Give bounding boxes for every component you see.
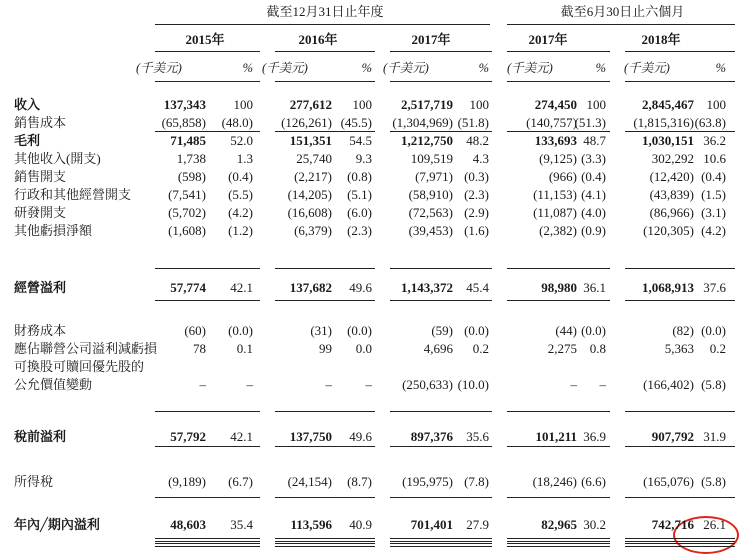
table-cell: – [570, 377, 577, 392]
total-double-rule [275, 538, 375, 542]
total-double-rule [155, 543, 260, 547]
table-cell: – [199, 377, 206, 392]
table-cell: (11,087) [533, 205, 577, 220]
table-cell: (0.8) [347, 169, 372, 184]
table-cell: 52.0 [230, 133, 253, 148]
table-cell: (0.0) [581, 323, 606, 338]
row-label: 毛利 [14, 133, 41, 148]
table-cell: (1,815,316) [633, 115, 694, 130]
table-cell: (3.3) [581, 151, 606, 166]
table-cell: (12,420) [649, 169, 694, 184]
table-cell: 133,693 [534, 133, 577, 148]
period-header-rule [275, 51, 375, 52]
subtotal-rule [275, 411, 375, 412]
table-cell: (120,305) [643, 223, 694, 238]
table-cell: 37.6 [703, 280, 726, 295]
table-cell: – [246, 377, 253, 392]
period-header-rule [390, 51, 492, 52]
table-cell: 137,750 [289, 429, 332, 444]
table-cell: 0.8 [589, 341, 606, 356]
subtotal-rule [155, 446, 260, 447]
table-cell: (6.7) [228, 474, 253, 489]
subtotal-rule [390, 300, 492, 301]
table-cell: 49.6 [349, 429, 372, 444]
table-cell: 99 [319, 341, 332, 356]
subtotal-rule [275, 497, 375, 498]
table-cell: 2,845,467 [642, 97, 694, 112]
table-cell: (48.0) [221, 115, 253, 130]
total-double-rule [390, 543, 492, 547]
unit-amount: (千美元) [624, 61, 670, 75]
table-cell: (6.6) [581, 474, 606, 489]
table-cell: 42.1 [230, 280, 253, 295]
table-cell: 5,363 [664, 341, 694, 356]
table-cell: (5.1) [347, 187, 372, 202]
table-cell: 100 [469, 97, 489, 112]
table-cell: (14,205) [287, 187, 332, 202]
table-cell: – [599, 377, 606, 392]
table-cell: (43,839) [649, 187, 694, 202]
table-cell: 35.4 [230, 517, 253, 532]
table-cell: (598) [177, 169, 206, 184]
table-cell: 907,792 [651, 429, 694, 444]
table-cell: 36.2 [703, 133, 726, 148]
unit-amount: (千美元) [383, 61, 429, 75]
table-cell: 701,401 [410, 517, 453, 532]
table-cell: (140,757) [526, 115, 577, 130]
table-cell: 1,143,372 [401, 280, 453, 295]
table-cell: 98,980 [541, 280, 577, 295]
header-half-year-group: 截至6月30日止六個月 [560, 4, 685, 19]
table-cell: 137,343 [163, 97, 206, 112]
table-cell: (1.6) [464, 223, 489, 238]
table-cell: 54.5 [349, 133, 372, 148]
table-cell: (58,910) [408, 187, 453, 202]
table-cell: 1,068,913 [642, 280, 694, 295]
table-cell: (8.7) [347, 474, 372, 489]
period-header-rule [155, 51, 260, 52]
table-cell: 82,965 [541, 517, 577, 532]
row-label: 年內╱期內溢利 [14, 517, 100, 532]
table-cell: 4.3 [472, 151, 489, 166]
table-cell: 2,517,719 [401, 97, 453, 112]
table-cell: (0.9) [581, 223, 606, 238]
total-double-rule [625, 538, 735, 542]
table-cell: (250,633) [402, 377, 453, 392]
table-cell: (63.8) [694, 115, 726, 130]
subtotal-rule [625, 131, 735, 132]
table-cell: 35.6 [466, 429, 489, 444]
table-cell: 0.2 [472, 341, 489, 356]
table-cell: (60) [184, 323, 206, 338]
table-cell: 100 [352, 97, 372, 112]
table-cell: (4.0) [581, 205, 606, 220]
table-cell: (65,858) [161, 115, 206, 130]
table-cell: (7,541) [168, 187, 206, 202]
table-cell: (9,189) [168, 474, 206, 489]
table-cell: (4.2) [228, 205, 253, 220]
table-cell: (195,975) [402, 474, 453, 489]
table-cell: (5.8) [701, 377, 726, 392]
unit-rule [155, 81, 260, 82]
subtotal-rule [507, 131, 610, 132]
table-cell: 113,596 [290, 517, 332, 532]
table-cell: (86,966) [649, 205, 694, 220]
period-header: 2017年 [411, 32, 451, 47]
unit-rule [625, 81, 735, 82]
table-cell: 48.7 [583, 133, 606, 148]
total-double-rule [625, 543, 735, 547]
table-cell: 0.2 [709, 341, 726, 356]
table-cell: 45.4 [466, 280, 489, 295]
unit-pct: % [715, 61, 726, 75]
unit-pct: % [361, 61, 372, 75]
unit-rule [507, 81, 610, 82]
table-cell: 48.2 [466, 133, 489, 148]
table-cell: (44) [555, 323, 577, 338]
table-cell: 109,519 [410, 151, 453, 166]
table-cell: (0.0) [464, 323, 489, 338]
subtotal-rule [507, 446, 610, 447]
table-cell: (72,563) [408, 205, 453, 220]
subtotal-rule [625, 300, 735, 301]
table-cell: (126,261) [281, 115, 332, 130]
table-cell: (966) [548, 169, 577, 184]
subtotal-rule [275, 300, 375, 301]
table-cell: (5.8) [701, 474, 726, 489]
unit-amount: (千美元) [507, 61, 553, 75]
table-cell: 78 [193, 341, 206, 356]
subtotal-rule [155, 131, 260, 132]
unit-rule [275, 81, 375, 82]
table-cell: 100 [706, 97, 726, 112]
table-cell: (4.1) [581, 187, 606, 202]
subtotal-rule [390, 131, 492, 132]
row-label: 研發開支 [14, 205, 67, 220]
table-cell: (6,379) [294, 223, 332, 238]
table-cell: (39,453) [408, 223, 453, 238]
unit-amount: (千美元) [136, 61, 182, 75]
table-cell: – [365, 377, 372, 392]
table-cell: (1,304,969) [392, 115, 453, 130]
table-cell: 4,696 [423, 341, 453, 356]
unit-rule [390, 81, 492, 82]
subtotal-rule [507, 411, 610, 412]
table-cell: 30.2 [583, 517, 606, 532]
table-cell: 31.9 [703, 429, 726, 444]
table-cell: (51.8) [457, 115, 489, 130]
table-cell: 48,603 [170, 517, 206, 532]
row-label: 收入 [14, 97, 41, 112]
period-header: 2015年 [185, 32, 225, 47]
table-cell: (5,702) [168, 205, 206, 220]
row-label: 可換股可贖回優先股的 [14, 359, 145, 374]
table-cell: 9.3 [355, 151, 372, 166]
table-cell: 1,030,151 [642, 133, 694, 148]
table-cell: 2,275 [547, 341, 577, 356]
subtotal-rule [155, 268, 260, 269]
table-cell: (4.2) [701, 223, 726, 238]
table-cell: (51.3) [574, 115, 606, 130]
table-cell: (165,076) [643, 474, 694, 489]
total-double-rule [390, 538, 492, 542]
table-cell: 1.3 [236, 151, 253, 166]
table-cell: (1,608) [168, 223, 206, 238]
subtotal-rule [390, 446, 492, 447]
table-cell: 36.9 [583, 429, 606, 444]
table-cell: (59) [431, 323, 453, 338]
table-cell: (6.0) [347, 205, 372, 220]
subtotal-rule [625, 268, 735, 269]
table-cell: 100 [233, 97, 253, 112]
row-label: 行政和其他經營開支 [14, 187, 132, 202]
subtotal-rule [275, 268, 375, 269]
row-label: 稅前溢利 [14, 429, 67, 444]
header-year-rule [155, 24, 490, 25]
subtotal-rule [507, 497, 610, 498]
table-cell: 27.9 [466, 517, 489, 532]
subtotal-rule [155, 300, 260, 301]
row-label: 其他虧損淨額 [14, 223, 93, 238]
table-cell: (10.0) [457, 377, 489, 392]
unit-amount: (千美元) [262, 61, 308, 75]
table-cell: 1,738 [176, 151, 206, 166]
subtotal-rule [155, 411, 260, 412]
table-cell: 49.6 [349, 280, 372, 295]
subtotal-rule [275, 446, 375, 447]
total-double-rule [507, 538, 610, 542]
table-cell: (3.1) [701, 205, 726, 220]
table-cell: (2,382) [539, 223, 577, 238]
table-cell: (2,217) [294, 169, 332, 184]
table-cell: 0.0 [355, 341, 372, 356]
subtotal-rule [390, 411, 492, 412]
table-cell: 57,792 [170, 429, 206, 444]
table-cell: (7,971) [415, 169, 453, 184]
table-cell: (2.3) [464, 187, 489, 202]
table-cell: (1.5) [701, 187, 726, 202]
row-label: 所得稅 [14, 474, 54, 489]
table-cell: (0.4) [228, 169, 253, 184]
table-cell: – [325, 377, 332, 392]
subtotal-rule [625, 497, 735, 498]
table-cell: 1,212,750 [401, 133, 453, 148]
unit-pct: % [242, 61, 253, 75]
table-cell: (31) [310, 323, 332, 338]
table-cell: 0.1 [236, 341, 253, 356]
period-header-rule [625, 51, 735, 52]
total-double-rule [275, 543, 375, 547]
table-cell: 137,682 [289, 280, 332, 295]
table-cell: 57,774 [170, 280, 206, 295]
row-label: 銷售開支 [14, 169, 67, 184]
header-half-rule [507, 24, 735, 25]
subtotal-rule [507, 300, 610, 301]
table-cell: (2.3) [347, 223, 372, 238]
period-header: 2017年 [528, 32, 568, 47]
table-cell: (45.5) [340, 115, 372, 130]
table-cell: (7.8) [464, 474, 489, 489]
header-year-group: 截至12月31日止年度 [266, 4, 384, 19]
subtotal-rule [155, 497, 260, 498]
subtotal-rule [390, 497, 492, 498]
table-cell: (0.0) [347, 323, 372, 338]
table-cell: (18,246) [532, 474, 577, 489]
period-header: 2018年 [641, 32, 681, 47]
table-cell: (16,608) [287, 205, 332, 220]
subtotal-rule [507, 268, 610, 269]
subtotal-rule [390, 268, 492, 269]
table-cell: (11,153) [533, 187, 577, 202]
table-cell: (0.4) [581, 169, 606, 184]
period-header: 2016年 [298, 32, 338, 47]
subtotal-rule [275, 131, 375, 132]
table-cell: (1.2) [228, 223, 253, 238]
row-label: 公允價值變動 [14, 377, 93, 392]
table-cell: 274,450 [534, 97, 577, 112]
table-cell: 742,716 [651, 517, 694, 532]
table-cell: (0.4) [701, 169, 726, 184]
table-cell: (5.5) [228, 187, 253, 202]
table-cell: 101,211 [535, 429, 577, 444]
table-cell: (2.9) [464, 205, 489, 220]
table-cell: 277,612 [289, 97, 332, 112]
unit-pct: % [478, 61, 489, 75]
table-cell: (9,125) [539, 151, 577, 166]
period-header-rule [507, 51, 610, 52]
table-cell: 302,292 [651, 151, 694, 166]
table-cell: 40.9 [349, 517, 372, 532]
table-cell: (0.0) [228, 323, 253, 338]
table-cell: 71,485 [170, 133, 206, 148]
table-cell: (166,402) [643, 377, 694, 392]
table-cell: 26.1 [703, 517, 726, 532]
table-cell: 100 [586, 97, 606, 112]
table-cell: 42.1 [230, 429, 253, 444]
unit-pct: % [595, 61, 606, 75]
subtotal-rule [625, 446, 735, 447]
row-label: 財務成本 [14, 323, 67, 338]
row-label: 經營溢利 [14, 280, 67, 295]
table-cell: (0.3) [464, 169, 489, 184]
table-cell: 25,740 [296, 151, 332, 166]
table-cell: 36.1 [583, 280, 606, 295]
table-cell: (24,154) [287, 474, 332, 489]
total-double-rule [507, 543, 610, 547]
table-cell: 897,376 [410, 429, 453, 444]
row-label: 應佔聯營公司溢利減虧損 [14, 341, 158, 356]
table-cell: 10.6 [703, 151, 726, 166]
total-double-rule [155, 538, 260, 542]
table-cell: 151,351 [289, 133, 332, 148]
table-cell: (0.0) [701, 323, 726, 338]
row-label: 銷售成本 [14, 115, 67, 130]
subtotal-rule [625, 411, 735, 412]
row-label: 其他收入(開支) [14, 151, 101, 166]
table-cell: (82) [672, 323, 694, 338]
